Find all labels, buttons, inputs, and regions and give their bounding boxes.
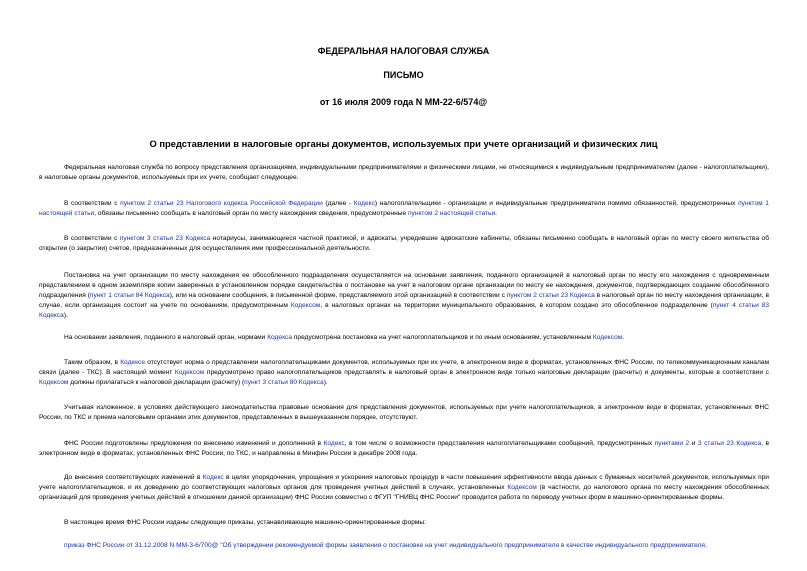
paragraph-1: Федеральная налоговая служба по вопросу представления организациями, индивидуальными предпринимателями и физическими лицами, не относящимися к индивидуальным предпринимателям (далее - налогоплательщики), в налоговые органы документов, используемых при их учете, сообщает следующее. [39, 164, 769, 181]
date-number-heading: от 16 июля 2009 года N ММ-22-6/574@ [319, 97, 488, 107]
document-body [39, 163, 769, 563]
link-kodeksom[interactable]: Кодексом [174, 368, 205, 376]
paragraph-6: Таким образом, в Кодексе отсутствует норма о представлении налогоплательщиками документов, используемых при их учете, в электронном виде в форматах, установленных ФНС России, по телекоммуникационным каналам связи (далее - ТКС). В настоящий момент Кодексом предусмотрено право налогоплательщиков представлять в налоговый орган в электронном виде только налоговые декларации (расчеты) и документы, которые в соответствии с Кодексом должны прилагаться к налоговой декларации (расчету) (пункт 3 статьи 80 Кодекса). [39, 358, 770, 386]
link-art23-p3[interactable]: пунктом 3 статьи 23 Кодекса [119, 235, 211, 242]
link-kodeks[interactable]: Кодекс [353, 200, 375, 207]
link-kodeksom[interactable]: Кодексом [507, 483, 537, 491]
paragraph-11 [39, 541, 769, 551]
link-art23-p2[interactable]: пунктом 2 настоящей статьи [407, 210, 496, 217]
paragraph-3: В соответствии с пунктом 3 статьи 23 Кодекса нотариусы, занимающиеся частной практикой, и адвокаты, учредившие адвокатские кабинеты, обязаны письменно сообщать в налоговый орган по месту своего жительства об открытии (о закрытии) счетов, предназначенных для осуществления ими профессиональной деятельности. [39, 235, 769, 252]
paragraph-8: ФНС России подготовлены предложения по внесению изменений и дополнений в Кодекс, в том числе о возможности представления налогоплательщиками сообщений, предусмотренных пунктами 2 и 3 статьи 23 Кодекса, в электронном виде в форматах, установленных ФНС России, по ТКС, и направлены в Минфин России в декабре 2008 года. [39, 439, 770, 457]
link-kodeksom[interactable]: Кодексом [39, 378, 69, 386]
paragraph-10: В настоящее время ФНС России изданы следующие приказы, устанавливающие машинно-ориентированные формы: [64, 518, 427, 526]
link-kodeksom[interactable]: Кодексом [290, 301, 321, 309]
link-art84-p1[interactable]: пункт 1 статьи 84 Кодекса [89, 291, 170, 299]
link-order-mm-3-6-700[interactable]: приказ ФНС России от 31.12.2008 N ММ-3-6/700@ "Об утверждении рекомендуемой формы заявления о постановке на учет индивидуального предпринимателя в качестве индивидуального предпринимателя, [64, 541, 707, 549]
document-title: О представлении в налоговые органы документов, используемых при учете организаций и физических лиц [149, 138, 658, 149]
link-kodekse[interactable]: Кодексе [120, 358, 146, 366]
doc-type-heading: ПИСЬМО [383, 70, 424, 80]
link-kodeksa[interactable]: Кодекса [267, 333, 292, 341]
link-art23-p2-kodeks[interactable]: пунктом 2 статьи 23 Кодекса [506, 291, 595, 299]
link-nk-art23-p2[interactable]: пунктом 2 статьи 23 Налогового кодекса Российской Федерации [120, 200, 323, 207]
link-art23-p1[interactable]: пунктом 1 настоящей статьи [39, 200, 769, 217]
link-art23-p3[interactable]: 3 статьи 23 Кодекса [697, 439, 762, 447]
paragraph-5: На основании заявления, поданного в налоговый орган, нормами Кодекса предусмотрена постановка на учет налогоплательщиков и по иным основаниям, установленным Кодексом. [64, 333, 625, 341]
link-kodeks[interactable]: Кодекс [202, 473, 224, 481]
paragraph-7: Учитывая изложенное, в условиях действующего законодательства правовые основания для представления документов, используемых при учете налогоплательщиков, в электронном виде в форматах, установленных ФНС России, по ТКС и приема налоговыми органами этих документов, представленных в вышеуказанном порядке, отсутствуют. [39, 404, 769, 421]
paragraph-9: До внесения соответствующих изменений в Кодекс в целях упорядочения, упрощения и ускорения налоговых процедур в части повышения эффективности ввода данных с бумажных носителей документов, используемых при учете налогоплательщиков, и их доведению до соответствующих налоговых органов для проведения учетных действий в случаях, установленных Кодексом (в частности, до налогового органа по месту нахождения обособленных организаций для проведения учетных действий в отношении данной организации) ФНС России совместно с ФГУП "ГНИВЦ ФНС России" проводится работа по переводу учетных форм в машинно-ориентированные формы. [39, 473, 769, 501]
agency-heading: ФЕДЕРАЛЬНАЯ НАЛОГОВАЯ СЛУЖБА [317, 46, 490, 56]
paragraph-2: В соответствии с пунктом 2 статьи 23 Налогового кодекса Российской Федерации (далее - Кодекс) налогоплательщики - организации и индивидуальные предприниматели помимо обязанностей, предусмотренных пунктом 1 настоящей статьи, обязаны письменно сообщать в налоговый орган по месту нахождения сведения, предусмотренные пунктом 2 настоящей статьи. [39, 200, 769, 217]
paragraph-4: Постановка на учет организации по месту нахождения ее обособленного подразделения осуществляется на основании заявления, поданного организацией в налоговый орган по месту его нахождения с одновременным представлением в одном экземпляре копии заверенных в установленном порядке свидетельства о постановке на учет в налоговом органе организации по месту ее нахождения, документов, подтверждающих создание обособленного подразделения (пункт 1 статьи 84 Кодекса), или на основании сообщения, в письменной форме, представляемого этой организацией в соответствии с пунктом 2 статьи 23 Кодекса в налоговый орган по месту нахождения организации, в случае, если организация состоит на учете по основаниям, предусмотренным Кодексом, в налоговых органах на территории муниципального образования, в котором создано это обособленное подразделение (пункт 4 статьи 83 Кодекса). [39, 271, 770, 319]
link-kodeksom[interactable]: Кодексом [592, 333, 623, 341]
link-art80-p3[interactable]: пункт 3 статьи 80 Кодекса [244, 378, 324, 386]
link-kodeks[interactable]: Кодекс [323, 439, 345, 447]
link-art83-p4[interactable]: пункт 4 статьи 83 Кодекса [39, 301, 770, 319]
link-art23-p2[interactable]: пунктами 2 [654, 439, 690, 447]
